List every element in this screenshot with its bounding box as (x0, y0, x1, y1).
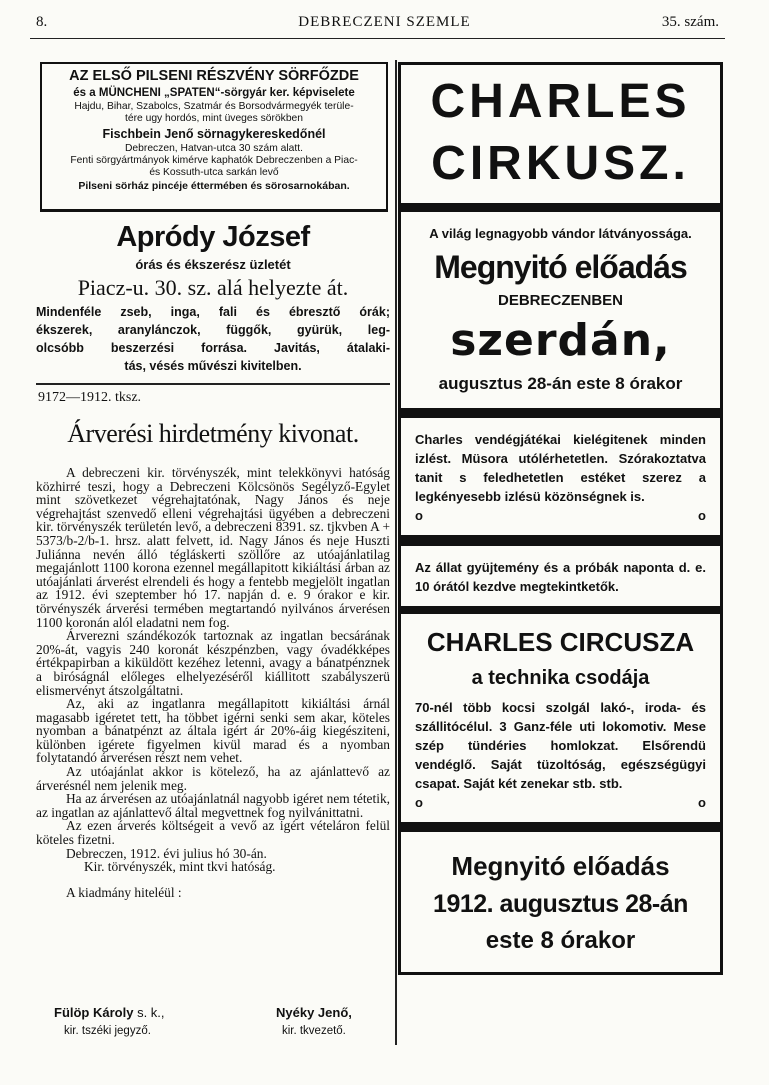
ornament: o (415, 795, 423, 810)
circusza-title: CHARLES CIRCUSZA (426, 627, 695, 657)
notice-body (36, 466, 390, 899)
notice-paragraph: Az, aki az ingatlanra megállapitott kikiáltási árnál magasabb igéretet tett, ha többet igérni senki sem akar, köteles nyomban a bánatpénzt az általa igért ár 20%-áig kiegésziteni, különben igérete figyelmen kivül marad és a nyomban folytatandó árverésen részt nem vehet. (36, 696, 390, 766)
circus-title-line2: CIRKUSZ. (431, 137, 690, 190)
notice-paragraph: A debreczeni kir. törvényszék, mint telekkönyvi hatóság közhirré teszi, hogy a Debreczeni Kölcsönös Segélyző-Egylet mint szövetkezet végrehajtatónak, Nagy János és neje végrehajtást szenvedő elleni végrehajtási ügyében a debreczeni kir. törvényszék területén levő, a debreczeni 8391. sz. tjkvben A + 5373/b-2/b-1. hrsz. alatt felvett, id. Nagy János és neje Huszti Juliánna nevén álló tégláskerti szöllőre az utóajánlatilag megajánlott 1100 korona ezennel megállapitott kikiáltási árban az utóajánlati árverést elrendeli és hogy a fentebb megjelölt ingatlan az 1912. évi szeptember hó 17. napján d. e. 9 órakor e kir. törvényszék árverési termében megtartandó nyilvános árverésen 1100 koronán alól eladatni nem fog. (36, 465, 390, 630)
beer-ad-address: Debreczen, Hatvan-utca 30 szám alatt. (125, 143, 303, 154)
circusza-description-text: 70-nél több kocsi szolgál lakó-, iroda- és szállitócélul. 3 Ganz-féle uti lokomotiv. Mese szép tündéries homlokzat. Elsőrendü vendéglő. Saját tüzoltóság, egészségügyi csapat. Saját két zenekar stb. stb. (415, 700, 706, 791)
notice-paragraph: Az ezen árverés költségeit a vevő az igért vételáron felül köteles fizetni. (36, 818, 390, 848)
ornament: o (415, 508, 423, 523)
ornament: o (698, 508, 706, 523)
opening-heading: Megnyitó előadás (434, 249, 687, 285)
watchmaker-address: Piacz-u. 30. sz. alá helyezte át. (77, 275, 349, 300)
watchmaker-business: órás és ékszerész üzletét (135, 257, 291, 272)
beer-ad-dealer: Fischbein Jenő sörnagykereskedőnél (102, 127, 326, 141)
circus-city: DEBRECZENBEN (497, 292, 623, 309)
ornament: o (698, 795, 706, 810)
circus-description-text: Charles vendégjátékai kielégitenek minden izlést. Müsora utólérhetetlen. Szórakoztatva tanit s feledhetetlen estéket szerez a legkényesebb izlésü közönségnek is. (415, 432, 706, 504)
signature-2 (276, 1004, 352, 1040)
notice-reference: 9172—1912. tksz. (38, 390, 142, 405)
divider-bar (401, 535, 720, 546)
divider-bar (401, 822, 720, 832)
opening-heading-2: Megnyitó előadás (451, 851, 670, 881)
signature-2-name: Nyéky Jenő, (276, 1005, 352, 1020)
watchmaker-text: ékszerek, aranylánczok, függők, gyürük, leg- (36, 323, 390, 337)
beer-ad-text: tére ugy hordós, mint üveges sörökben (124, 113, 303, 124)
signature-1-sk: s. k., (137, 1005, 165, 1020)
beer-ad-text: Fenti sörgyártmányok kimérve kaphatók Debreczenben a Piac- (70, 155, 358, 166)
header-rule (30, 38, 725, 39)
notice-paragraph: Az utóajánlat akkor is kötelező, ha az ajánlattevő az árverésnél nem jelenik meg. (36, 764, 390, 793)
opening-date-2: 1912. augusztus 28-án (433, 890, 688, 918)
page-number: 8. (36, 14, 48, 30)
section-rule (36, 383, 390, 385)
beer-ad-headline: AZ ELSŐ PILSENI RÉSZVÉNY SÖRFŐZDE (69, 68, 359, 84)
watchmaker-text: Mindenféle zseb, inga, fali és ébresztő órák; (36, 305, 390, 319)
notice-title: Árverési hirdetmény kivonat. (67, 419, 359, 448)
column-rule (395, 60, 397, 1045)
watchmaker-advertisement (36, 218, 390, 375)
signature-1-title: kir. tszéki jegyző. (64, 1025, 151, 1037)
beer-advertisement (40, 62, 388, 212)
beer-ad-text: és Kossuth-utca sarkán levő (149, 167, 279, 178)
opening-time-2: este 8 órakor (485, 927, 636, 954)
beer-ad-text: Hajdu, Bihar, Szabolcs, Szatmár és Borsodvármegyék terüle- (74, 101, 354, 112)
issue-number: 35. szám. (661, 14, 719, 30)
watchmaker-text: olcsóbb beszerzési forrása. Javitás, átalaki- (36, 341, 390, 355)
watchmaker-name: Apródy József (116, 221, 310, 253)
opening-day: szerdán, (450, 315, 671, 366)
circus-title-line1: CHARLES (430, 75, 691, 128)
opening-time: augusztus 28-án este 8 órakor (438, 374, 683, 393)
notice-date: Debreczen, 1912. évi julius hó 30-án. (66, 845, 267, 861)
beer-ad-subheadline: és a MÜNCHENI „SPATEN“-sörgyár ker. képviselete (73, 87, 355, 99)
signature-1 (54, 1004, 165, 1040)
animal-collection-text: Az állat gyüjtemény és a próbák naponta d. e. 10 órától kezdve megtekintketők. (415, 560, 706, 594)
circus-tagline: A világ legnagyobb vándor látványossága. (429, 226, 692, 241)
signature-1-name: Fülöp Károly (54, 1005, 134, 1020)
divider-bar (401, 408, 720, 418)
divider-bar (401, 606, 720, 614)
beer-ad-venue: Pilseni sörház pincéje éttermében és sörosarnokában. (78, 180, 350, 192)
newspaper-title: DEBRECZENI SZEMLE (298, 14, 471, 30)
circus-description (401, 418, 720, 535)
notice-paragraph: Árverezni szándékozók tartoznak az ingatlan becsárának 20%-át, vagyis 240 koronát készpénzben, vagy óvadékképes értékpapirban a kiküldött kezéhez letenni, avagy a bánatpénznek a biróságnál előleges elhelyezéséről kiállitott szabályszerü elismervényt átszolgáltatni. (36, 628, 390, 698)
divider-bar (401, 203, 720, 212)
circusza-description (401, 698, 720, 822)
notice-authority: Kir. törvényszék, mint tkvi hatóság. (84, 859, 276, 875)
animal-collection (401, 546, 720, 606)
circusza-subtitle: a technika csodája (471, 667, 650, 689)
circus-advertisement (398, 62, 723, 975)
notice-paragraph: Ha az árverésen az utóajánlatnál nagyobb igéret nem tétetik, az ingatlan az ajánlattevő által megvettnek fog nyilvánittatni. (36, 791, 390, 820)
signature-2-title: kir. tkvezető. (281, 1025, 346, 1037)
notice-certified: A kiadmány hiteléül : (66, 884, 182, 900)
watchmaker-text: tás, vésés művészi kivitelben. (124, 359, 302, 373)
